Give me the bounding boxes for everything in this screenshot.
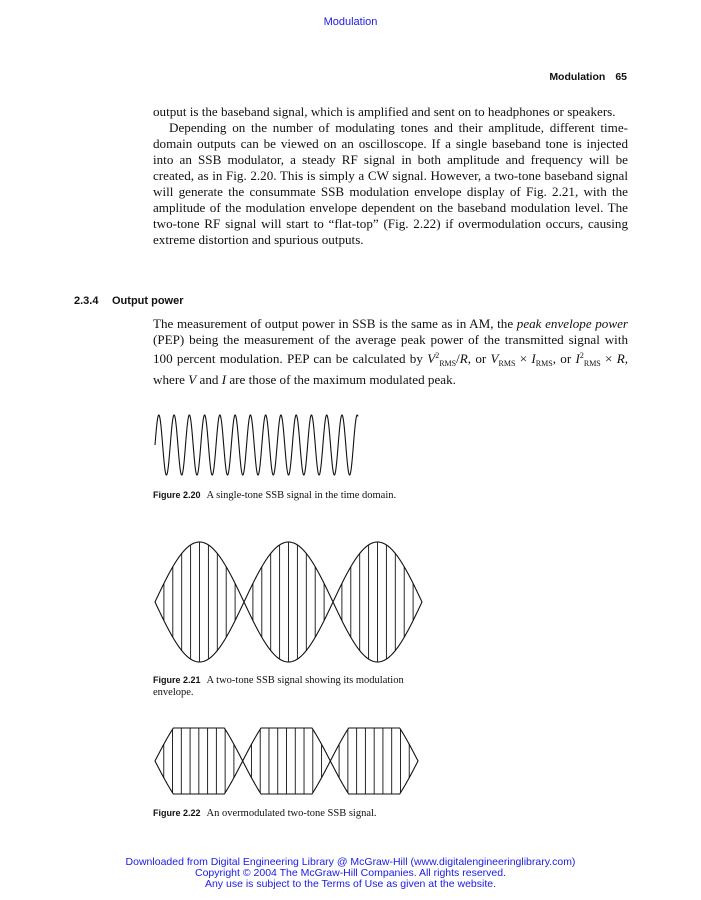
single-tone-sine-trace bbox=[155, 415, 358, 475]
footer-line-2: Copyright © 2004 The McGraw-Hill Companies. All rights reserved. bbox=[195, 867, 506, 879]
formula-i-1: I bbox=[531, 351, 536, 366]
overmodulated-carrier-lines bbox=[164, 728, 409, 794]
figure-2-20-caption-text: A single-tone SSB signal in the time domain. bbox=[206, 490, 397, 501]
figure-2-22-overmodulated-signal bbox=[150, 722, 425, 800]
pep-term: peak envelope power bbox=[516, 316, 628, 331]
section-number: 2.3.4 bbox=[74, 295, 99, 307]
figure-2-20-caption bbox=[153, 489, 413, 502]
figure-2-22-caption-text: An overmodulated two-tone SSB signal. bbox=[206, 808, 377, 819]
paragraph-1: output is the baseband signal, which is amplified and sent on to headphones or speakers. bbox=[153, 104, 616, 119]
formula-v-3: V bbox=[188, 372, 197, 387]
figure-2-21-two-tone-envelope bbox=[150, 535, 430, 669]
power-paragraph bbox=[153, 316, 628, 388]
figure-2-22-caption bbox=[153, 807, 413, 820]
running-head bbox=[549, 71, 627, 83]
figure-2-21-caption-text: A two-tone SSB signal showing its modulation envelope. bbox=[153, 675, 404, 698]
power-text-2: (PEP) being the measurement of the average peak power of the transmitted signal with 100 percent modulation. PEP can be calculated by bbox=[153, 332, 628, 366]
paragraph-2: Depending on the number of modulating tones and their amplitude, different time-domain outputs can be viewed on an oscilloscope. If a single baseband tone is injected into an SSB modulator, a steady RF signal in both amplitude and frequency will be created, as in Fig. 2.20. This is simply a CW signal. However, a two-tone baseband signal will generate the consummate SSB modulation envelope display of Fig. 2.21, with the amplitude of the modulation envelope dependent on the baseband modulation level. The two-tone RF signal will start to “flat-top” (Fig. 2.22) if overmodulation occurs, causing extreme distortion and spurious outputs. bbox=[153, 120, 628, 247]
two-tone-carrier-lines bbox=[164, 542, 413, 662]
power-text-1: The measurement of output power in SSB is the same as in AM, the bbox=[153, 316, 517, 331]
formula-rms-2: RMS bbox=[498, 359, 516, 368]
section-title: Output power bbox=[112, 295, 184, 307]
formula-v: V bbox=[427, 351, 436, 366]
power-text-7: × bbox=[600, 351, 617, 366]
figure-2-20-label: Figure 2.20 bbox=[153, 490, 201, 500]
figure-2-20-single-tone-waveform bbox=[150, 408, 365, 482]
footer-line-3: Any use is subject to the Terms of Use as given at the website. bbox=[204, 878, 497, 890]
formula-v-2: V bbox=[490, 351, 499, 366]
formula-rms-4: RMS bbox=[583, 359, 601, 368]
footer-line-1[interactable]: Downloaded from Digital Engineering Library @ McGraw-Hill (www.digitalengineeringlibrary.com) bbox=[125, 856, 576, 868]
section-heading bbox=[74, 295, 184, 307]
formula-i-2: I bbox=[575, 351, 580, 366]
formula-sq-1: 2 bbox=[435, 351, 440, 360]
page-number: 65 bbox=[615, 71, 627, 83]
running-head-title: Modulation bbox=[549, 71, 606, 83]
chapter-link[interactable]: Modulation bbox=[323, 16, 378, 28]
formula-rms-3: RMS bbox=[535, 359, 553, 368]
formula-rms-1: RMS bbox=[439, 359, 457, 368]
figure-2-21-caption bbox=[153, 674, 413, 699]
power-text-4: , or bbox=[467, 351, 491, 366]
power-text-6: , or bbox=[552, 351, 576, 366]
power-text-8: where bbox=[153, 372, 189, 387]
power-text-5: × bbox=[515, 351, 532, 366]
figure-2-22-label: Figure 2.22 bbox=[153, 808, 201, 818]
footer bbox=[0, 857, 701, 890]
power-text-9: and bbox=[196, 372, 222, 387]
formula-r-2: R, bbox=[616, 351, 629, 366]
formula-i-3: I bbox=[221, 372, 227, 387]
power-text-10: are those of the maximum modulated peak. bbox=[226, 372, 456, 387]
power-text-3: / bbox=[456, 351, 460, 366]
figure-2-21-label: Figure 2.21 bbox=[153, 675, 201, 685]
body-text-top bbox=[153, 104, 628, 248]
formula-sq-2: 2 bbox=[579, 351, 584, 360]
formula-r-1: R bbox=[459, 351, 468, 366]
